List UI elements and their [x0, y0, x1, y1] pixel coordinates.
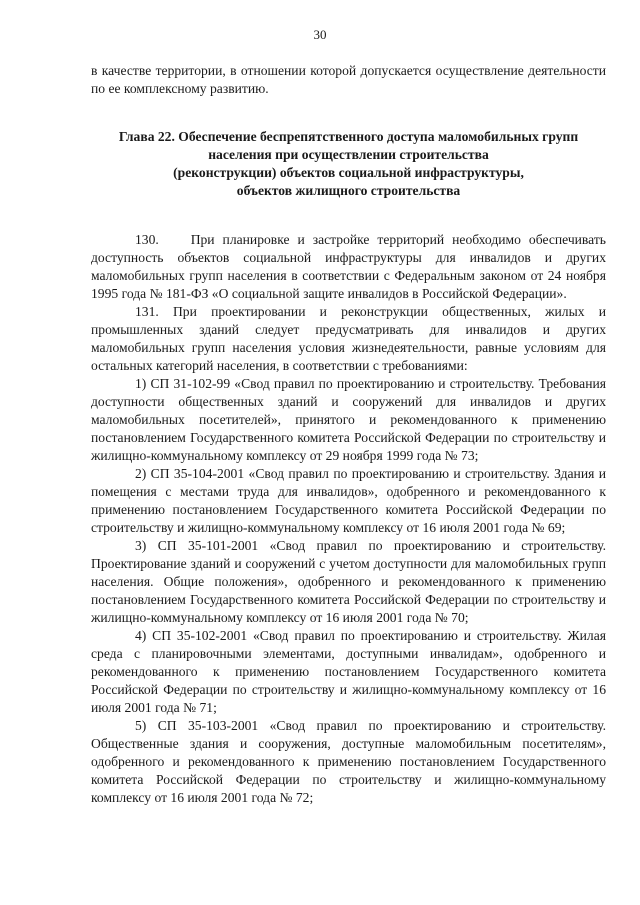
chapter-heading-line: населения при осуществлении строительства	[208, 147, 489, 162]
paragraph-130: 130. При планировке и застройке территорий необходимо обеспечивать доступность объектов социальной инфраструктуры для инвалидов и других маломобильных групп населения в соответствии с Федеральным законом от 24 ноября 1995 года № 181-ФЗ «О социальной защите инвалидов в Российской Федерации».	[91, 232, 606, 301]
intro-paragraph: в качестве территории, в отношении которой допускается осуществление деятельности по ее комплексному развитию.	[91, 63, 606, 96]
page-number: 30	[313, 27, 327, 42]
chapter-heading-line: (реконструкции) объектов социальной инфраструктуры,	[173, 165, 524, 180]
paragraph-131: 131. При проектировании и реконструкции общественных, жилых и промышленных зданий следует предусматривать для инвалидов и других маломобильных групп населения условия жизнедеятельности, равные условиям для остальных категорий населения, в соответствии с требованиями:	[91, 304, 606, 373]
list-item-5: 5) СП 35-103-2001 «Свод правил по проектированию и строительству. Общественные здания и сооружения, доступные маломобильным посетителям», одобренного и рекомендованного к применению постановлением Государственного комитета Российской Федерации по строительству и жилищно-коммунальному комплексу от 16 июля 2001 года № 72;	[91, 718, 606, 805]
chapter-heading-line: объектов жилищного строительства	[236, 183, 461, 198]
chapter-heading	[91, 128, 606, 200]
list-item-1: 1) СП 31-102-99 «Свод правил по проектированию и строительству. Требования доступности общественных зданий и сооружений для инвалидов и других маломобильных посетителей», принятого и рекомендованного к применению постановлением Государственного комитета Российской Федерации по строительству и жилищно-коммунальному комплексу от 29 ноября 1999 года № 73;	[91, 376, 606, 463]
list-item-4: 4) СП 35-102-2001 «Свод правил по проектированию и строительству. Жилая среда с планировочными элементами, доступными инвалидам», одобренного и рекомендованного к применению постановлением Государственного комитета Российской Федерации по строительству и жилищно-коммунальному комплексу от 16 июля 2001 года № 71;	[91, 628, 606, 715]
page-content	[91, 62, 606, 807]
chapter-heading-line: Глава 22. Обеспечение беспрепятственного доступа маломобильных групп	[118, 129, 579, 144]
list-item-2: 2) СП 35-104-2001 «Свод правил по проектированию и строительству. Здания и помещения с местами труда для инвалидов», одобренного и рекомендованного к применению постановлением Государственного комитета Российской Федерации по строительству и жилищно-коммунальному комплексу от 16 июля 2001 года № 69;	[91, 466, 606, 535]
list-item-3: 3) СП 35-101-2001 «Свод правил по проектированию и строительству. Проектирование зданий и сооружений с учетом доступности для маломобильных групп населения. Общие положения», одобренного и рекомендованного к применению постановлением Государственного комитета Российской Федерации по строительству и жилищно-коммунальному комплексу от 16 июля 2001 года № 70;	[91, 538, 606, 625]
